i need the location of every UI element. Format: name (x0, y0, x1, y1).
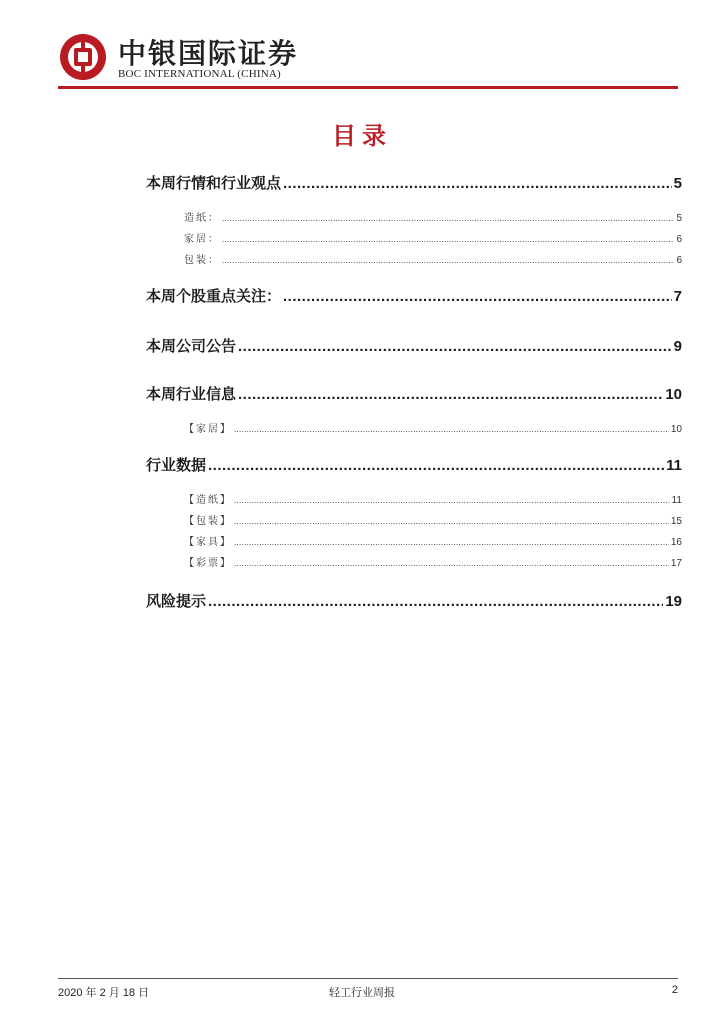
toc-leader-dots (238, 338, 672, 355)
bank-of-china-logo-icon (58, 32, 108, 82)
toc-leader-dots (234, 517, 669, 526)
toc-entry[interactable] (146, 285, 682, 306)
toc-entry-page: 7 (673, 288, 682, 305)
toc-entry-label: 本周公司公告 (146, 338, 237, 355)
toc-subentry[interactable] (146, 420, 682, 435)
toc-leader-dots (234, 425, 669, 434)
toc-entry-page: 10 (670, 424, 682, 435)
toc-leader-dots (283, 175, 672, 192)
toc-entry-label: 本周个股重点关注： (146, 288, 282, 305)
footer-divider (58, 978, 678, 979)
page-number: 2 (671, 984, 678, 996)
toc-entry-page: 19 (665, 593, 682, 610)
toc-entry-page: 17 (670, 558, 682, 569)
toc-subentry[interactable] (146, 512, 682, 527)
brand-name-cn: 中银国际证券 (118, 37, 299, 70)
toc-subentry[interactable] (146, 230, 682, 245)
toc-entry-label: 风险提示 (146, 593, 207, 610)
toc-entry-label: 本周行业信息 (146, 386, 237, 403)
toc-entry[interactable] (146, 335, 682, 356)
toc-entry-label: 造纸： (184, 213, 220, 224)
toc-entry-label: 本周行情和行业观点 (146, 175, 282, 192)
toc-entry-label: 家居： (184, 234, 220, 245)
toc-subentry[interactable] (146, 554, 682, 569)
toc-entry-page: 10 (665, 386, 682, 403)
toc-subentry[interactable] (146, 251, 682, 266)
toc-leader-dots (222, 214, 674, 223)
toc-leader-dots (222, 256, 674, 265)
toc-entry-label: 【家具】 (184, 537, 232, 548)
toc-leader-dots (234, 559, 669, 568)
toc-subentry[interactable] (146, 491, 682, 506)
toc-entry-page: 15 (670, 516, 682, 527)
toc-leader-dots (208, 457, 664, 474)
toc-entry-label: 包装： (184, 255, 220, 266)
toc-entry-label: 【造纸】 (184, 495, 232, 506)
toc-entry[interactable] (146, 454, 682, 475)
toc-leader-dots (234, 496, 670, 505)
toc-leader-dots (222, 235, 674, 244)
report-header (58, 30, 678, 90)
toc-title: 目录 (332, 122, 392, 150)
report-date: 2020 年 2 月 18 日 (58, 987, 150, 999)
toc-entry[interactable] (146, 590, 682, 611)
toc-entry-label: 【家居】 (184, 424, 232, 435)
toc-entry[interactable] (146, 172, 682, 193)
toc-entry-label: 【彩票】 (184, 558, 232, 569)
toc-entry[interactable] (146, 383, 682, 404)
report-type: 轻工行业周报 (329, 987, 395, 999)
toc-leader-dots (234, 538, 669, 547)
toc-entry-page: 5 (673, 175, 682, 192)
toc-leader-dots (238, 386, 663, 403)
toc-entry-page: 11 (671, 495, 682, 506)
toc-entry-page: 5 (676, 213, 682, 224)
toc-entry-page: 11 (666, 457, 682, 474)
header-divider (58, 86, 678, 89)
brand-name-en: BOC INTERNATIONAL (CHINA) (118, 68, 281, 80)
toc-entry-page: 9 (673, 338, 682, 355)
toc-entry-page: 6 (676, 255, 682, 266)
toc-leader-dots (283, 288, 672, 305)
toc-subentry[interactable] (146, 533, 682, 548)
toc-subentry[interactable] (146, 209, 682, 224)
toc-leader-dots (208, 593, 663, 610)
toc-entry-label: 行业数据 (146, 457, 207, 474)
toc-entry-page: 6 (676, 234, 682, 245)
toc-entry-page: 16 (670, 537, 682, 548)
toc-entry-label: 【包装】 (184, 516, 232, 527)
